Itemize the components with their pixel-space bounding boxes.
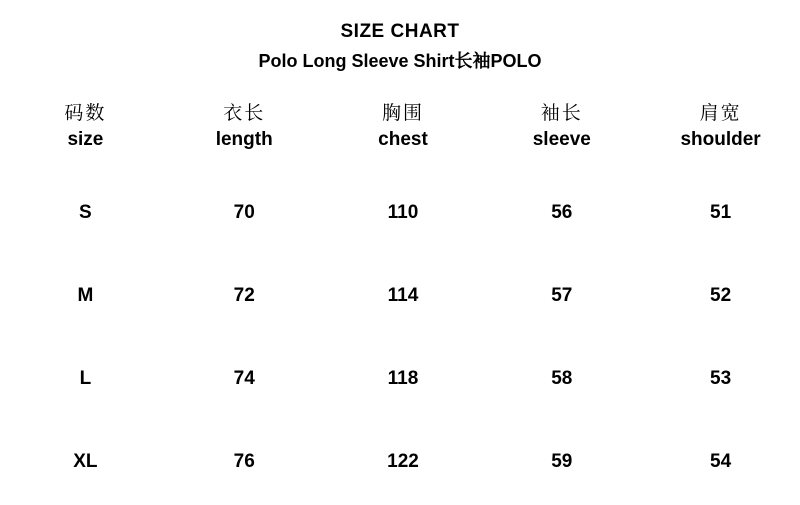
size-label: S bbox=[79, 201, 92, 223]
size-label: M bbox=[77, 284, 94, 306]
chest-value: 110 bbox=[387, 201, 419, 223]
length-value: 70 bbox=[233, 201, 255, 223]
column-header-shoulder-en: shoulder bbox=[680, 129, 761, 150]
column-header-length-zh: 衣长 bbox=[223, 103, 266, 124]
shoulder-value: 53 bbox=[710, 367, 732, 389]
chest-value: 114 bbox=[387, 284, 419, 306]
size-label: L bbox=[79, 367, 92, 389]
table-body bbox=[6, 171, 800, 503]
sleeve-value: 56 bbox=[551, 201, 573, 223]
column-header-shoulder bbox=[641, 101, 800, 153]
column-header-shoulder-zh: 肩宽 bbox=[699, 103, 742, 124]
column-header-size-zh: 码数 bbox=[64, 103, 107, 124]
size-label: XL bbox=[73, 450, 98, 472]
table-row-l bbox=[6, 337, 800, 420]
sleeve-value: 59 bbox=[551, 450, 573, 472]
product-subtitle: Polo Long Sleeve Shirt长袖POLO bbox=[258, 51, 542, 71]
column-header-sleeve-zh: 袖长 bbox=[540, 103, 583, 124]
column-header-size-en: size bbox=[67, 129, 104, 150]
length-value: 76 bbox=[233, 450, 255, 472]
column-header-length-en: length bbox=[215, 129, 273, 150]
column-header-sleeve bbox=[482, 101, 641, 153]
table-row-s bbox=[6, 171, 800, 254]
sleeve-value: 58 bbox=[551, 367, 573, 389]
page-title: SIZE CHART bbox=[340, 21, 460, 42]
column-header-chest-zh: 胸围 bbox=[381, 103, 424, 124]
table-header-row bbox=[6, 101, 800, 153]
shoulder-value: 52 bbox=[710, 284, 732, 306]
column-header-size bbox=[6, 101, 165, 153]
shoulder-value: 54 bbox=[710, 450, 732, 472]
chest-value: 122 bbox=[387, 450, 419, 472]
size-table bbox=[0, 101, 800, 503]
column-header-sleeve-en: sleeve bbox=[532, 129, 591, 150]
column-header-length bbox=[165, 101, 324, 153]
length-value: 72 bbox=[233, 284, 255, 306]
column-header-chest bbox=[324, 101, 483, 153]
length-value: 74 bbox=[233, 367, 255, 389]
table-row-m bbox=[6, 254, 800, 337]
shoulder-value: 51 bbox=[710, 201, 732, 223]
sleeve-value: 57 bbox=[551, 284, 573, 306]
column-header-chest-en: chest bbox=[378, 129, 428, 150]
chest-value: 118 bbox=[387, 367, 419, 389]
table-row-xl bbox=[6, 420, 800, 503]
